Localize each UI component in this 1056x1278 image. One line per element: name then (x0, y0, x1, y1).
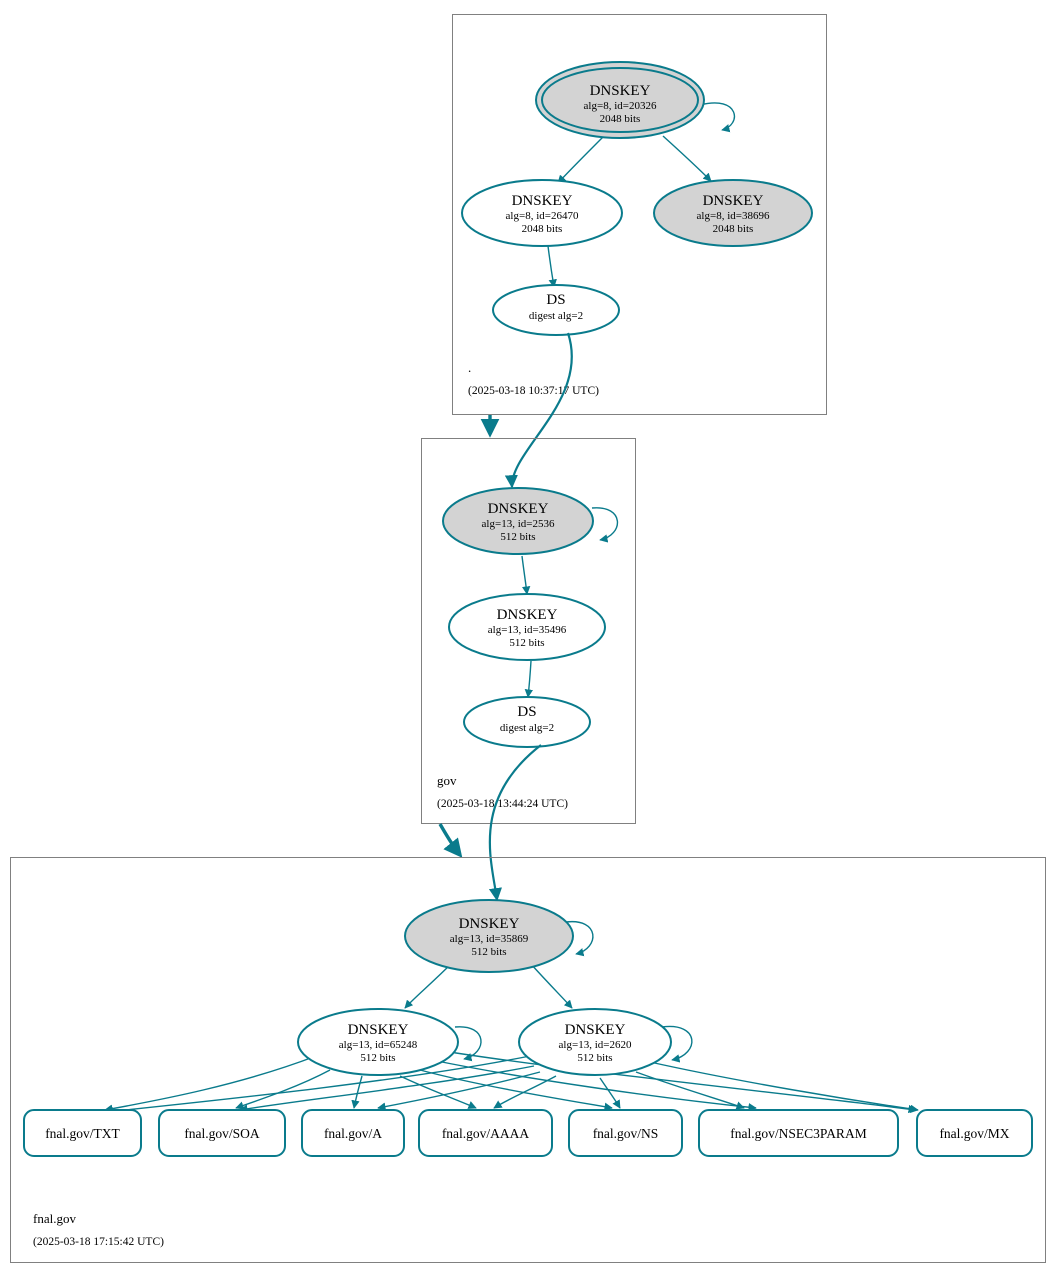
node-gov-ksk-params: alg=13, id=2536 (481, 518, 555, 530)
node-fnal-zsk2 (519, 1009, 671, 1075)
edge-root-ksk-to-zsk (558, 136, 604, 183)
node-fnal-zsk2-params: alg=13, id=2620 (558, 1039, 632, 1051)
node-root-ds-title: DS (546, 292, 566, 308)
zone-gov (422, 439, 636, 824)
rrset-aaaa (419, 1110, 552, 1156)
node-root-zsk-size: 2048 bits (521, 223, 563, 235)
edge-gov-ksk-self (592, 508, 617, 540)
node-root-ksk-params: alg=8, id=20326 (583, 100, 657, 112)
edge-zsk2-to-mx (650, 1062, 918, 1110)
node-root-zsk (462, 180, 622, 246)
node-fnal-zsk1-params: alg=13, id=65248 (338, 1039, 418, 1051)
zone-fnalgov-label: fnal.gov (33, 1211, 76, 1226)
node-gov-ksk-title: DNSKEY (487, 501, 549, 517)
edge-zsk1-to-txt (105, 1056, 316, 1110)
rrset-soa-label: fnal.gov/SOA (184, 1126, 260, 1141)
node-root-zsk-params: alg=8, id=26470 (505, 210, 579, 222)
node-gov-ksk-size: 512 bits (500, 531, 536, 543)
rrset-ns (569, 1110, 682, 1156)
edge-zone-gov-to-fnal (440, 824, 460, 855)
edge-gov-zsk-to-ds (528, 661, 531, 697)
node-root-ksk2-title: DNSKEY (702, 193, 764, 209)
zone-root-timestamp: (2025-03-18 10:37:17 UTC) (468, 385, 599, 397)
edge-gov-ds-to-fnal-ksk (490, 745, 541, 900)
node-fnal-zsk1-title: DNSKEY (347, 1022, 409, 1038)
node-fnal-zsk1 (298, 1009, 458, 1075)
node-root-ksk2-params: alg=8, id=38696 (696, 210, 770, 222)
edge-root-ds-to-gov-ksk (512, 333, 572, 487)
rrset-txt-label: fnal.gov/TXT (45, 1126, 120, 1141)
node-fnal-ksk-size: 512 bits (471, 946, 507, 958)
node-gov-zsk-title: DNSKEY (496, 607, 558, 623)
node-gov-ds-title: DS (517, 704, 537, 720)
rrset-mx-label: fnal.gov/MX (939, 1126, 1010, 1141)
node-gov-ds-params: digest alg=2 (499, 722, 555, 734)
rrset-nsec3param-label: fnal.gov/NSEC3PARAM (730, 1126, 867, 1141)
node-fnal-ksk (405, 900, 573, 972)
node-gov-zsk-params: alg=13, id=35496 (487, 624, 567, 636)
edge-root-zsk-to-ds (548, 246, 554, 287)
zone-gov-label: gov (437, 773, 457, 788)
node-fnal-zsk2-title: DNSKEY (564, 1022, 626, 1038)
rrset-a-label: fnal.gov/A (323, 1126, 383, 1141)
node-gov-ds (464, 697, 590, 747)
node-root-ksk (536, 62, 704, 138)
zone-fnalgov-timestamp: (2025-03-18 17:15:42 UTC) (33, 1236, 164, 1248)
rrset-a (302, 1110, 404, 1156)
node-root-ksk-size: 2048 bits (599, 113, 641, 125)
zone-root (453, 15, 827, 415)
edge-gov-ksk-to-zsk (522, 556, 527, 594)
node-fnal-zsk2-size: 512 bits (577, 1052, 613, 1064)
edge-root-ksk-self (700, 103, 734, 130)
node-gov-zsk (449, 594, 605, 660)
node-root-ksk-title: DNSKEY (589, 83, 651, 99)
edge-fnal-ksk-to-zsk2 (530, 963, 572, 1008)
edge-zsk2-to-ns (600, 1078, 620, 1108)
node-gov-zsk-size: 512 bits (509, 637, 545, 649)
rrset-txt (24, 1110, 141, 1156)
rrset-ns-label: fnal.gov/NS (592, 1126, 659, 1141)
rrset-aaaa-label: fnal.gov/AAAA (441, 1126, 530, 1141)
node-gov-ksk (443, 488, 593, 554)
rrset-mx (917, 1110, 1032, 1156)
node-root-ksk2 (654, 180, 812, 246)
node-root-ds-params: digest alg=2 (528, 310, 584, 322)
node-root-zsk-title: DNSKEY (511, 193, 573, 209)
zone-root-label: . (468, 360, 472, 375)
edge-root-ksk-to-ksk2 (663, 136, 711, 181)
node-root-ksk2-size: 2048 bits (712, 223, 754, 235)
node-fnal-ksk-params: alg=13, id=35869 (449, 933, 529, 945)
rrset-nsec3param (699, 1110, 898, 1156)
edge-zsk1-to-a (354, 1076, 362, 1108)
node-fnal-ksk-title: DNSKEY (458, 916, 520, 932)
zone-fnalgov (11, 858, 1046, 1263)
node-root-ds (493, 285, 619, 335)
zone-gov-timestamp: (2025-03-18 13:44:24 UTC) (437, 798, 568, 810)
rrset-soa (159, 1110, 285, 1156)
node-fnal-zsk1-size: 512 bits (360, 1052, 396, 1064)
